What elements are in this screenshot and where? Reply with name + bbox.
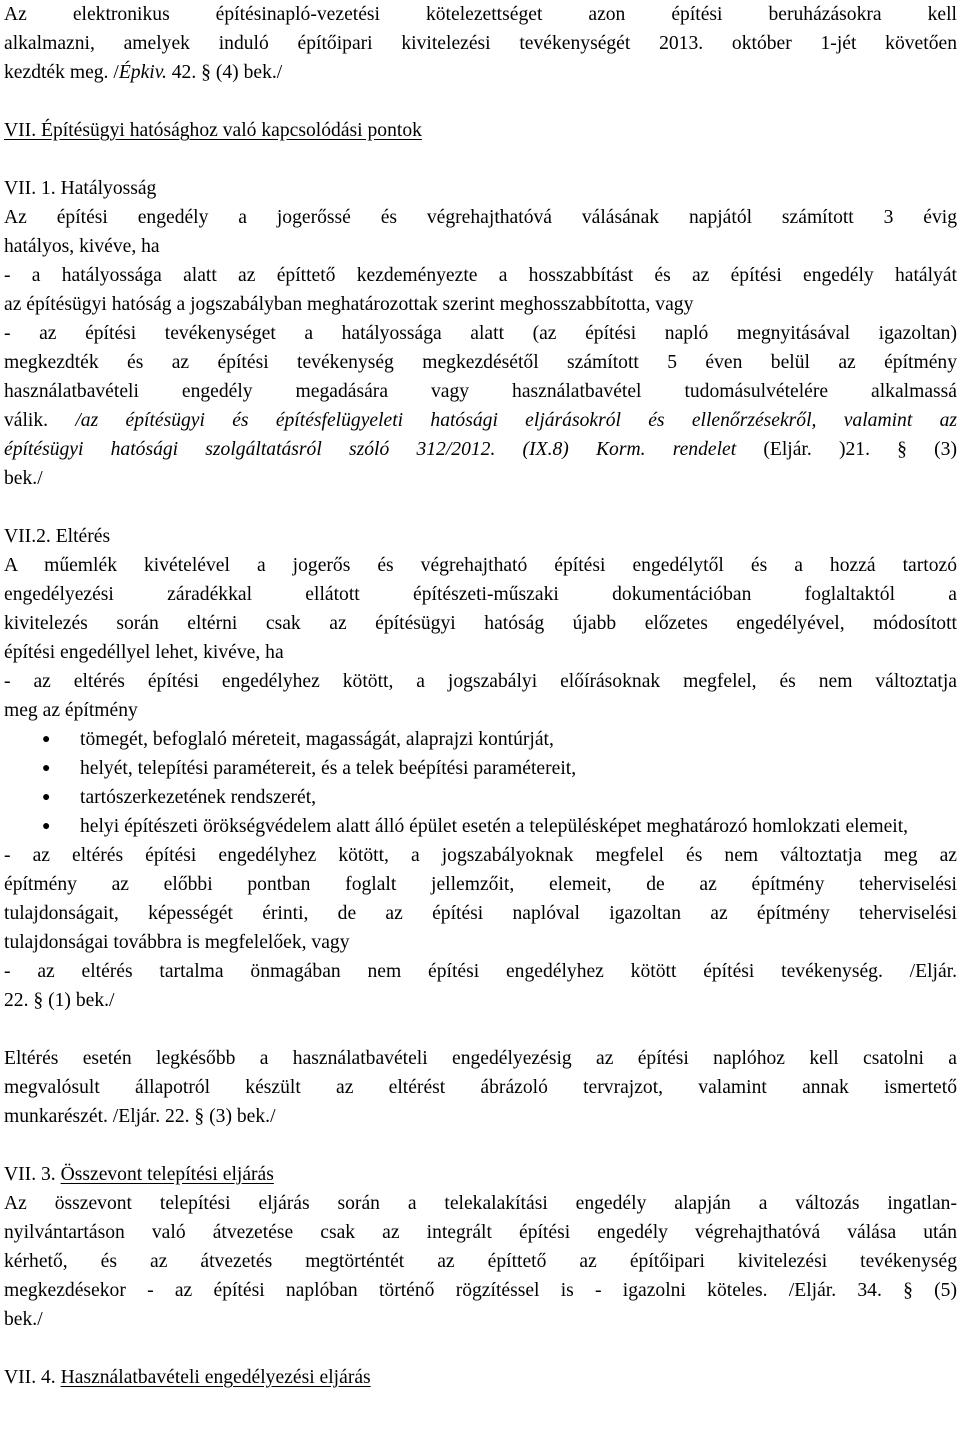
bullet-list: [4, 725, 957, 841]
body-line: használatbavételi engedély megadására vagy használatbavétel tudomásulvételére alkalmassá: [4, 381, 957, 402]
body-line: engedélyezési záradékkal ellátott építészeti-műszaki dokumentációban foglaltaktól a: [4, 584, 957, 605]
body-line: megkezdésekor - az építési naplóban történő rögzítéssel is - igazolni köteles. /Eljár. 34. § (5): [4, 1280, 957, 1301]
body-line: Az összevont telepítési eljárás során a telekalakítási engedély alapján a változás ingatlan-: [4, 1193, 957, 1214]
list-item: ● tartószerkezetének rendszerét,: [4, 783, 957, 812]
body-line: építési engedéllyel lehet, kivéve, ha: [4, 642, 284, 663]
bullet-icon: ●: [42, 732, 51, 747]
legal-reference: 22. § (1) bek./: [4, 990, 115, 1011]
intro-line: alkalmazni, amelyek induló építőipari kivitelezési tevékenységét 2013. október 1-jét követően: [4, 33, 957, 54]
bullet-icon: ●: [42, 790, 51, 805]
body-line: hatályos, kivéve, ha: [4, 236, 160, 257]
body-line: A műemlék kivételével a jogerős és végrehajtható építési engedélytől és a hozzá tartozó: [4, 555, 957, 576]
body-line: tulajdonságai továbbra is megfelelőek, vagy: [4, 932, 350, 953]
list-item: ● helyi építészeti örökségvédelem alatt álló épület esetén a településképet meghatározó homlokzati elemeit,: [4, 812, 957, 841]
intro-line: kezdték meg. /Épkiv. 42. § (4) bek./: [4, 62, 283, 83]
subsection-heading-2: VII.2. Eltérés: [4, 526, 111, 547]
body-line: meg az építmény: [4, 700, 138, 721]
body-line: Az építési engedély a jogerőssé és végrehajthatóvá válásának napjától számított 3 évig: [4, 207, 957, 228]
body-line: bek./: [4, 1309, 43, 1330]
body-line: - az építési tevékenységet a hatályossága alatt (az építési napló megnyitásával igazoltan): [4, 323, 957, 344]
body-line: - a hatályossága alatt az építtető kezdeményezte a hosszabbítást és az építési engedély hatályát: [4, 265, 957, 286]
intro-line: Az elektronikus építésinapló-vezetési kötelezettséget azon építési beruházásokra kell: [4, 4, 957, 25]
legal-reference: bek./: [4, 468, 43, 489]
subsection-heading-4: VII. 4. Használatbavételi engedélyezési eljárás: [4, 1367, 371, 1388]
body-line: megvalósult állapotról készült az eltérést ábrázoló tervrajzot, valamint annak ismertető: [4, 1077, 957, 1098]
legal-reference: építésügyi hatósági szolgáltatásról szóló 312/2012. (IX.8) Korm. rendelet (Eljár. )21. § (3): [4, 439, 957, 460]
subsection-heading-3: VII. 3. Összevont telepítési eljárás: [4, 1164, 274, 1185]
legal-reference: válik. /az építésügyi és építésfelügyeleti hatósági eljárásokról és ellenőrzésekről, valamint az: [4, 410, 957, 431]
bullet-icon: ●: [42, 819, 51, 834]
body-line: - az eltérés építési engedélyhez kötött, a jogszabályoknak megfelel és nem változtatja meg az: [4, 845, 957, 866]
subsection-3-body: [4, 1189, 957, 1334]
body-line: - az eltérés építési engedélyhez kötött, a jogszabályi előírásoknak megfelel, és nem változtatja: [4, 671, 957, 692]
body-line: Eltérés esetén legkésőbb a használatbavételi engedélyezésig az építési naplóhoz kell csatolni a: [4, 1048, 957, 1069]
list-item: ● helyét, telepítési paramétereit, és a telek beépítési paramétereit,: [4, 754, 957, 783]
body-line: - az eltérés tartalma önmagában nem építési engedélyhez kötött építési tevékenység. /Eljár.: [4, 961, 957, 982]
section-title: VII. Építésügyi hatósághoz való kapcsolódási pontok: [4, 120, 422, 141]
body-line: megkezdték és az építési tevékenység megkezdésétől számított 5 éven belül az építmény: [4, 352, 957, 373]
body-line: az építésügyi hatóság a jogszabályban meghatározottak szerint meghosszabbította, vagy: [4, 294, 694, 315]
bullet-icon: ●: [42, 761, 51, 776]
intro-paragraph: [4, 0, 957, 87]
body-line: munkarészét. /Eljár. 22. § (3) bek./: [4, 1106, 276, 1127]
subsection-1-body: [4, 203, 957, 493]
subsection-heading-1: VII. 1. Hatályosság: [4, 178, 157, 199]
body-line: építmény az előbbi pontban foglalt jellemzőit, elemeit, de az építmény teherviselési: [4, 874, 957, 895]
subsection-2-body: [4, 551, 957, 1015]
deviation-paragraph: [4, 1044, 957, 1131]
body-line: kérhető, és az átvezetés megtörténtét az építtető az építőipari kivitelezési tevékenység: [4, 1251, 957, 1272]
body-line: nyilvántartáson való átvezetése csak az integrált építési engedély végrehajthatóvá válása után: [4, 1222, 957, 1243]
body-line: tulajdonságait, képességét érinti, de az építési naplóval igazoltan az építmény teherviselési: [4, 903, 957, 924]
body-line: kivitelezés során eltérni csak az építésügyi hatóság újabb előzetes engedélyével, módosított: [4, 613, 957, 634]
list-item: ● tömegét, befoglaló méreteit, magasságát, alaprajzi kontúrját,: [4, 725, 957, 754]
